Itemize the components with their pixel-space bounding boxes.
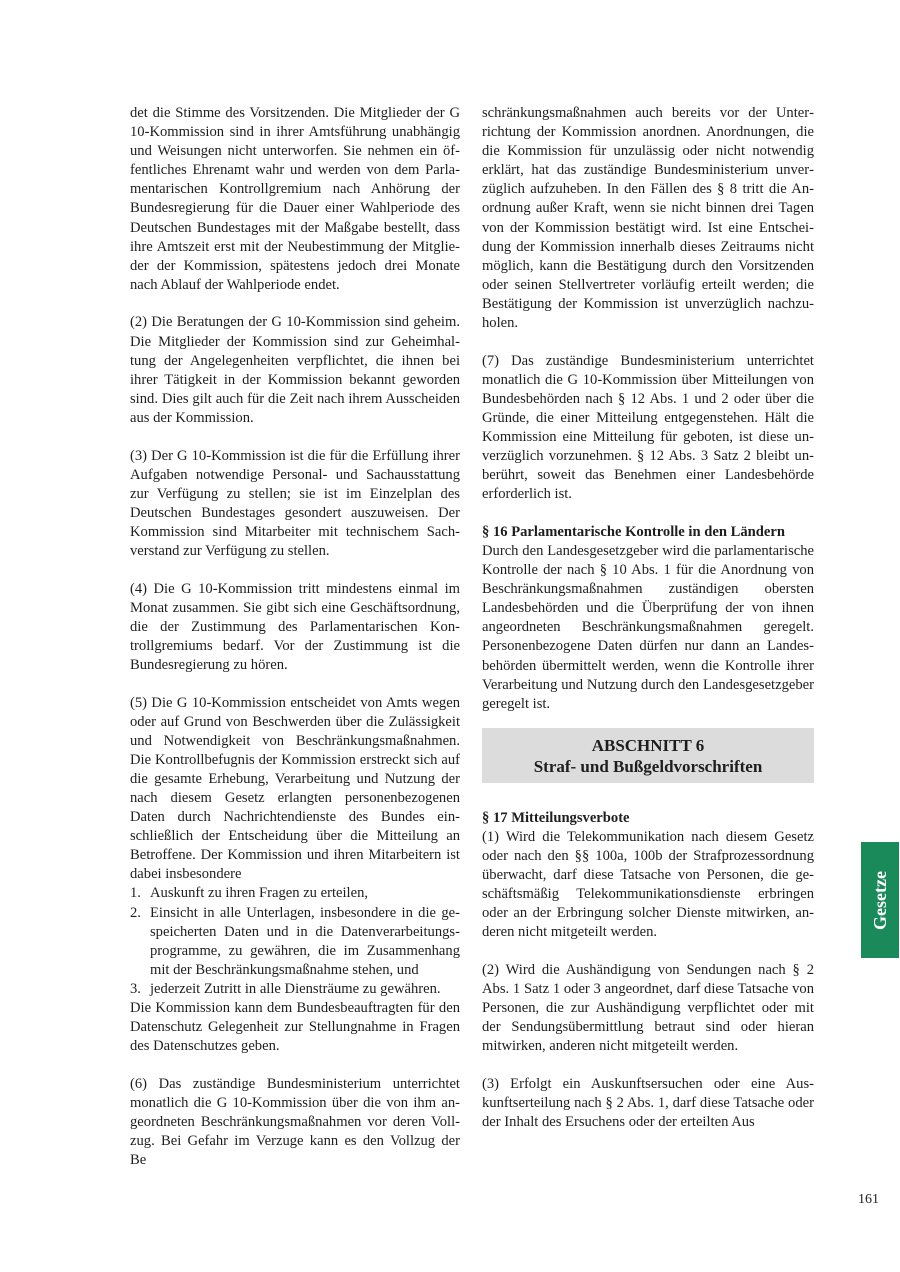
left-column	[130, 104, 460, 1189]
paragraph-7: (7) Das zuständige Bundesministerium unterrichtet monatlich die G 10-Kommission über Mitteilungen von Bundesbehörden nach § 12 Abs. 1 und 2 oder über die Gründe, die einer Mitteilung entgegenstehen. Hält die Kommission eine Mitteilung für geboten, ist diese unverzüglich vorzunehmen. § 12 Abs. 3 Satz 2 bleibt unberührt, soweit das Benehmen einer Landesbehörde erforderlich ist.	[482, 352, 814, 503]
list-item: 3. jederzeit Zutritt in alle Diensträume zu gewähren.	[130, 980, 441, 997]
section-17-paragraph-2: (2) Wird die Aushändigung von Sendungen nach § 2 Abs. 1 Satz 1 oder 3 angeordnet, darf diese Tatsache von Personen, die zur Aushändigung verpflichtet oder mit der Sendungsübermittlung betraut sind oder hieran mitwirken, anderen nicht mitgeteilt werden.	[482, 961, 814, 1055]
chapter-number: ABSCHNITT 6	[591, 735, 705, 755]
list-item: 1. Auskunft zu ihren Fragen zu erteilen,	[130, 885, 369, 902]
section-17-paragraph-1: (1) Wird die Telekommunikation nach diesem Gesetz oder nach den §§ 100a, 100b der Strafprozessordnung überwacht, darf diese Tatsache von Personen, die geschäftsmäßig Telekommunikationsdienste erbringen oder an der Erbringung solcher Dienste mitwirken, anderen nicht mitgeteilt werden.	[482, 828, 814, 941]
paragraph-6: (6) Das zuständige Bundesministerium unterrichtet monatlich die G 10-Kommission über die von ihm angeordneten Beschränkungsmaßnahmen vor deren Vollzug. Bei Gefahr im Verzuge kann es den Vollzug der Be	[130, 1075, 460, 1169]
side-tab-gesetze	[861, 842, 899, 958]
section-17-paragraph-3: (3) Erfolgt ein Auskunftsersuchen oder eine Auskunftserteilung nach § 2 Abs. 1, darf diese Tatsache oder der Inhalt des Ersuchens oder der erteilten Aus	[482, 1075, 814, 1131]
right-column	[482, 104, 814, 1151]
side-tab-label: Gesetze	[869, 870, 890, 930]
paragraph-4: (4) Die G 10-Kommission tritt mindestens einmal im Monat zusammen. Sie gibt sich eine Geschäftsordnung, die der Zustimmung des Parlamentarischen Kontrollgremiums bedarf. Vor der Zustimmung ist die Bundesregierung zu hören.	[130, 580, 460, 673]
numbered-list	[130, 884, 460, 999]
paragraph-5-end: Die Kommission kann dem Bundesbeauftragten für den Datenschutz Gelegenheit zur Stellungnahme in Fragen des Datenschutzes geben.	[130, 1000, 460, 1055]
paragraph-6-continued: schränkungsmaßnahmen auch bereits vor der Unterrichtung der Kommission anordnen. Anordnungen, die die Kommission für unzulässig oder nicht notwendig erklärt, hat das zuständige Bundesministerium unverzüglich aufzuheben. In den Fällen des § 8 tritt die Anordnung außer Kraft, wenn sie nicht binnen drei Tagen von der Kommission bestätigt wird. Ist eine Entscheidung der Kommission innerhalb dieses Zeitraums nicht möglich, kann die Bestätigung durch den Vorsitzenden oder seinen Stellvertreter vorläufig erteilt werden; die Bestätigung der Kommission ist unverzüglich nachzuholen.	[482, 105, 814, 332]
list-item: 2. Einsicht in alle Unterlagen, insbesondere in die gespeicherten Daten und in die Datenverarbeitungsprogramme, zu gewähren, die im Zusammenhang mit der Beschränkungsmaßnahme stehen, und	[130, 904, 460, 978]
chapter-title: Straf- und Bußgeldvorschriften	[533, 756, 763, 776]
section-16-text: Durch den Landesgesetzgeber wird die parlamentarische Kontrolle der nach § 10 Abs. 1 für die Anordnung von Beschränkungsmaßnahmen zuständigen obersten Landesbehörden und die Überprüfung der von ihnen angeordneten Beschränkungsmaßnahmen geregelt. Personenbezogene Daten dürfen nur dann an Landesbehörden übermittelt werden, wenn die Kontrolle ihrer Verarbeitung und Nutzung durch den Landesgesetzgeber geregelt ist.	[482, 542, 814, 712]
page-number: 161	[858, 1192, 879, 1207]
section-16-heading: § 16 Parlamentarische Kontrolle in den Ländern	[482, 523, 785, 540]
paragraph-2: (2) Die Beratungen der G 10-Kommission sind geheim. Die Mitglieder der Kommission sind zur Geheimhaltung der Angelegenheiten verpflichtet, die ihnen bei ihrer Tätigkeit in der Kommission bekannt geworden sind. Dies gilt auch für die Zeit nach ihrem Ausscheiden aus der Kommission.	[130, 314, 460, 426]
chapter-heading-box	[482, 728, 814, 783]
paragraph-5: (5) Die G 10-Kommission entscheidet von Amts wegen oder auf Grund von Beschwerden über die Zulässigkeit und Notwendigkeit von Beschränkungsmaßnahmen. Die Kontrollbefugnis der Kommission erstreckt sich auf die gesamte Erhebung, Verarbeitung und Nutzung der nach diesem Gesetz erlangten personenbezogenen Daten durch Nachrichtendienste des Bundes einschließlich der Entscheidung über die Mitteilung an Betroffene. Der Kommission und ihren Mitarbeitern ist dabei insbesondere	[130, 694, 460, 883]
paragraph-1-continued: det die Stimme des Vorsitzenden. Die Mitglieder der G 10-Kommission sind in ihrer Amtsführung unabhängig und Weisungen nicht unterworfen. Sie nehmen ein öffentliches Ehrenamt wahr und werden von dem Parlamentarischen Kontrollgremium nach Anhörung der Bundesregierung für die Dauer einer Wahlperiode des Deutschen Bundestages mit der Maßgabe bestellt, dass ihre Amtszeit erst mit der Neubestimmung der Mitglieder der Kommission, spätestens jedoch drei Monate nach Ablauf der Wahlperiode endet.	[130, 105, 460, 293]
paragraph-3: (3) Der G 10-Kommission ist die für die Erfüllung ihrer Aufgaben notwendige Personal- und Sachausstattung zur Verfügung zu stellen; sie ist im Einzelplan des Deutschen Bundestages gesondert auszuweisen. Der Kommission sind Mitarbeiter mit technischem Sachverstand zur Verfügung zu stellen.	[130, 447, 460, 559]
section-17-heading: § 17 Mitteilungsverbote	[482, 809, 630, 826]
